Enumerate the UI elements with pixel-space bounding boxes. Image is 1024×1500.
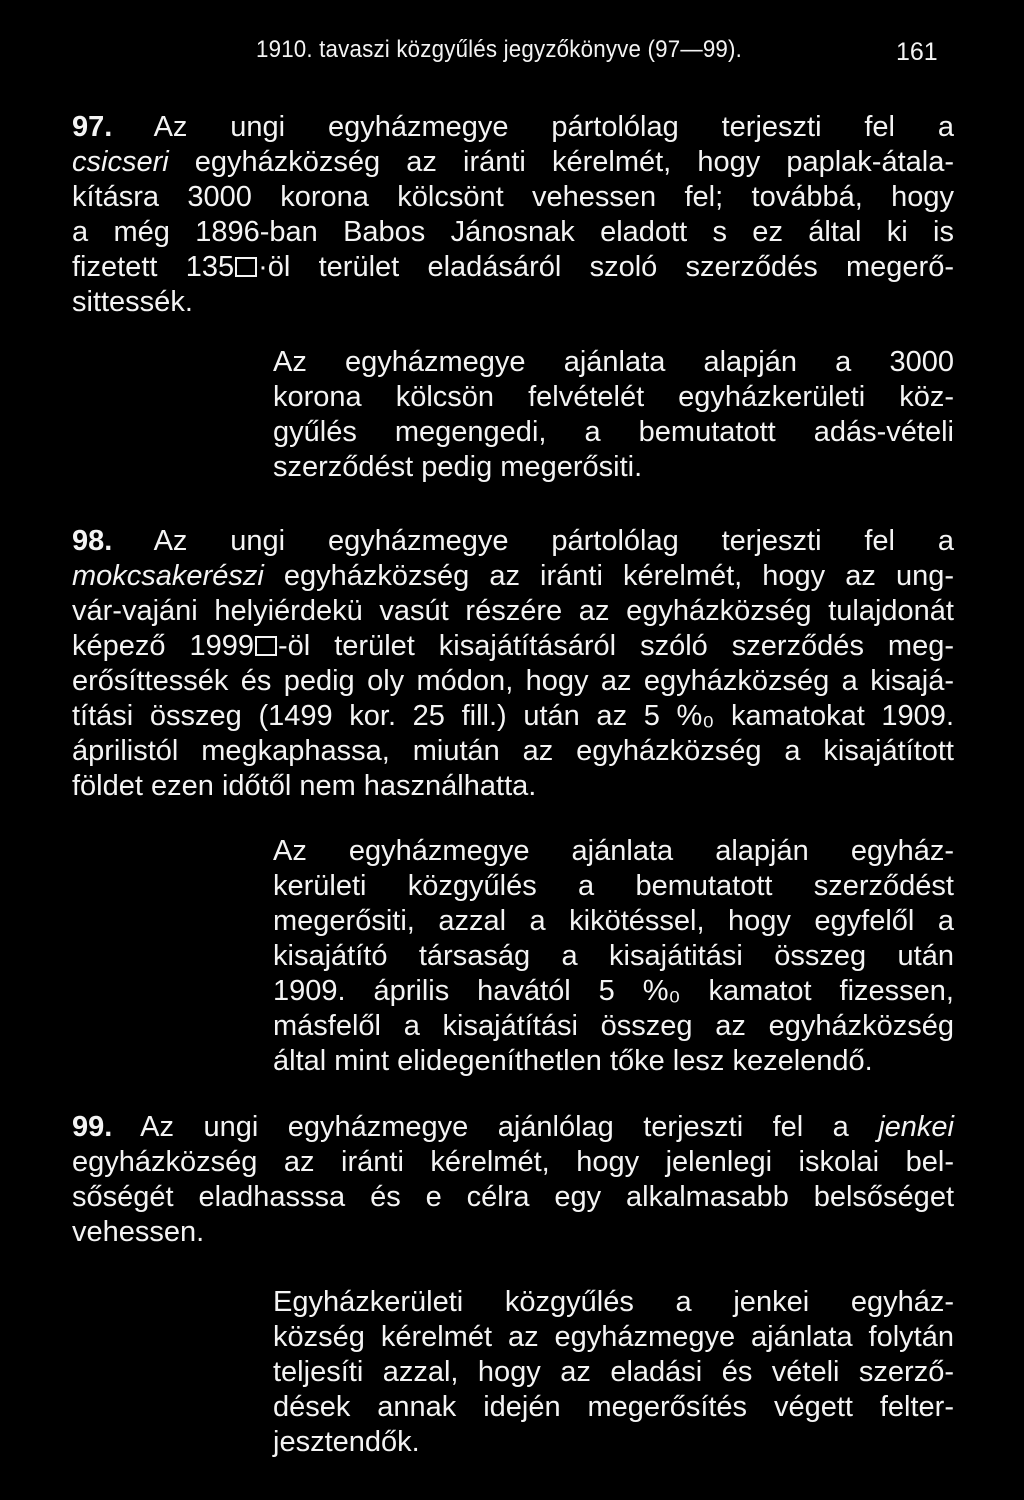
item-98 bbox=[72, 524, 954, 804]
resolution-line: másfelől a kisajátítási összeg az egyházközség bbox=[273, 1010, 954, 1042]
item-98-line-4: képező 1999 -öl terület kisajátításáról szóló szerződés meg- bbox=[72, 630, 954, 662]
item-98-line-7: áprilistól megkaphassa, miután az egyházközség a kisajátított bbox=[72, 735, 954, 767]
item-98-line-3: vár-vajáni helyiérdekü vasút részére az egyházközség tulajdonát bbox=[72, 595, 954, 627]
item-99-line-1: 99. Az ungi egyházmegye ajánlólag terjeszti fel a jenkei bbox=[72, 1111, 954, 1143]
resolution-line: gyűlés megengedi, a bemutatott adás-vételi bbox=[273, 416, 954, 448]
resolution-97 bbox=[273, 345, 954, 485]
item-98-line-2: mokcsakerészi egyházközség az iránti kérelmét, hogy az ung- bbox=[72, 560, 954, 592]
item-98-line-5: erősíttessék és pedig oly módon, hogy az egyházközség a kisajá- bbox=[72, 665, 954, 697]
square-symbol-icon bbox=[235, 257, 257, 277]
item-97-line-5: fizetett 135 ·öl terület eladásáról szoló szerződés megerő- bbox=[72, 251, 954, 283]
item-98-line-1: 98. Az ungi egyházmegye pártolólag terjeszti fel a bbox=[72, 525, 954, 557]
resolution-line: dések annak idején megerősítés végett felter- bbox=[273, 1391, 954, 1423]
item-97-line-6: sittessék. bbox=[72, 286, 193, 318]
header-title: 1910. tavaszi közgyűlés jegyzőkönyve (97—99). bbox=[256, 36, 743, 63]
item-97-line-3: kításra 3000 korona kölcsönt vehessen fel; továbbá, hogy bbox=[72, 181, 954, 213]
square-symbol-icon bbox=[255, 636, 277, 656]
resolution-line: megerősiti, azzal a kikötéssel, hogy egyfelől a bbox=[273, 905, 954, 937]
parish-name: mokcsakerészi bbox=[72, 560, 264, 592]
resolution-98 bbox=[273, 834, 954, 1079]
resolution-line: kerületi közgyűlés a bemutatott szerződést bbox=[273, 870, 954, 902]
resolution-line: által mint elidegeníthetlen tőke lesz kezelendő. bbox=[273, 1045, 873, 1077]
item-97-line-4: a még 1896-ban Babos Jánosnak eladott s ez által ki is bbox=[72, 216, 954, 248]
item-number: 98. bbox=[72, 525, 113, 557]
item-98-line-6: títási összeg (1499 kor. 25 fill.) után az 5 %₀ kamatokat 1909. bbox=[72, 700, 954, 732]
resolution-line: teljesíti azzal, hogy az eladási és vételi szerző- bbox=[273, 1356, 954, 1388]
resolution-line: korona kölcsön felvételét egyházkerületi köz- bbox=[273, 381, 954, 413]
item-number: 99. bbox=[72, 1111, 113, 1143]
resolution-line: Az egyházmegye ajánlata alapján a 3000 bbox=[273, 346, 954, 378]
resolution-line: község kérelmét az egyházmegye ajánlata folytán bbox=[273, 1321, 954, 1353]
resolution-line: kisajátító társaság a kisajátitási összeg után bbox=[273, 940, 954, 972]
resolution-line: 1909. április havától 5 %₀ kamatot fizessen, bbox=[273, 975, 954, 1007]
item-99-line-3: sőségét eladhasssa és e célra egy alkalmasabb belsőséget bbox=[72, 1181, 954, 1213]
running-header bbox=[0, 36, 1024, 76]
page-number: 161 bbox=[896, 38, 938, 66]
resolution-line: Az egyházmegye ajánlata alapján egyház- bbox=[273, 835, 954, 867]
item-98-line-8: földet ezen időtől nem használhatta. bbox=[72, 770, 537, 802]
resolution-99 bbox=[273, 1285, 954, 1460]
item-97-line-1: 97. Az ungi egyházmegye pártolólag terjeszti fel a bbox=[72, 111, 954, 143]
item-number: 97. bbox=[72, 111, 113, 143]
item-97 bbox=[72, 110, 954, 320]
parish-name: jenkei bbox=[878, 1111, 954, 1143]
item-99 bbox=[72, 1110, 954, 1250]
item-97-line-2: csicseri egyházközség az iránti kérelmét, hogy paplak-átala- bbox=[72, 146, 954, 178]
item-99-line-4: vehessen. bbox=[72, 1216, 205, 1248]
resolution-line: szerződést pedig megerősiti. bbox=[273, 451, 643, 483]
item-99-line-2: egyházközség az iránti kérelmét, hogy jelenlegi iskolai bel- bbox=[72, 1146, 954, 1178]
resolution-line: jesztendők. bbox=[273, 1426, 420, 1458]
resolution-line: Egyházkerületi közgyűlés a jenkei egyház- bbox=[273, 1286, 954, 1318]
parish-name: csicseri bbox=[72, 146, 169, 178]
